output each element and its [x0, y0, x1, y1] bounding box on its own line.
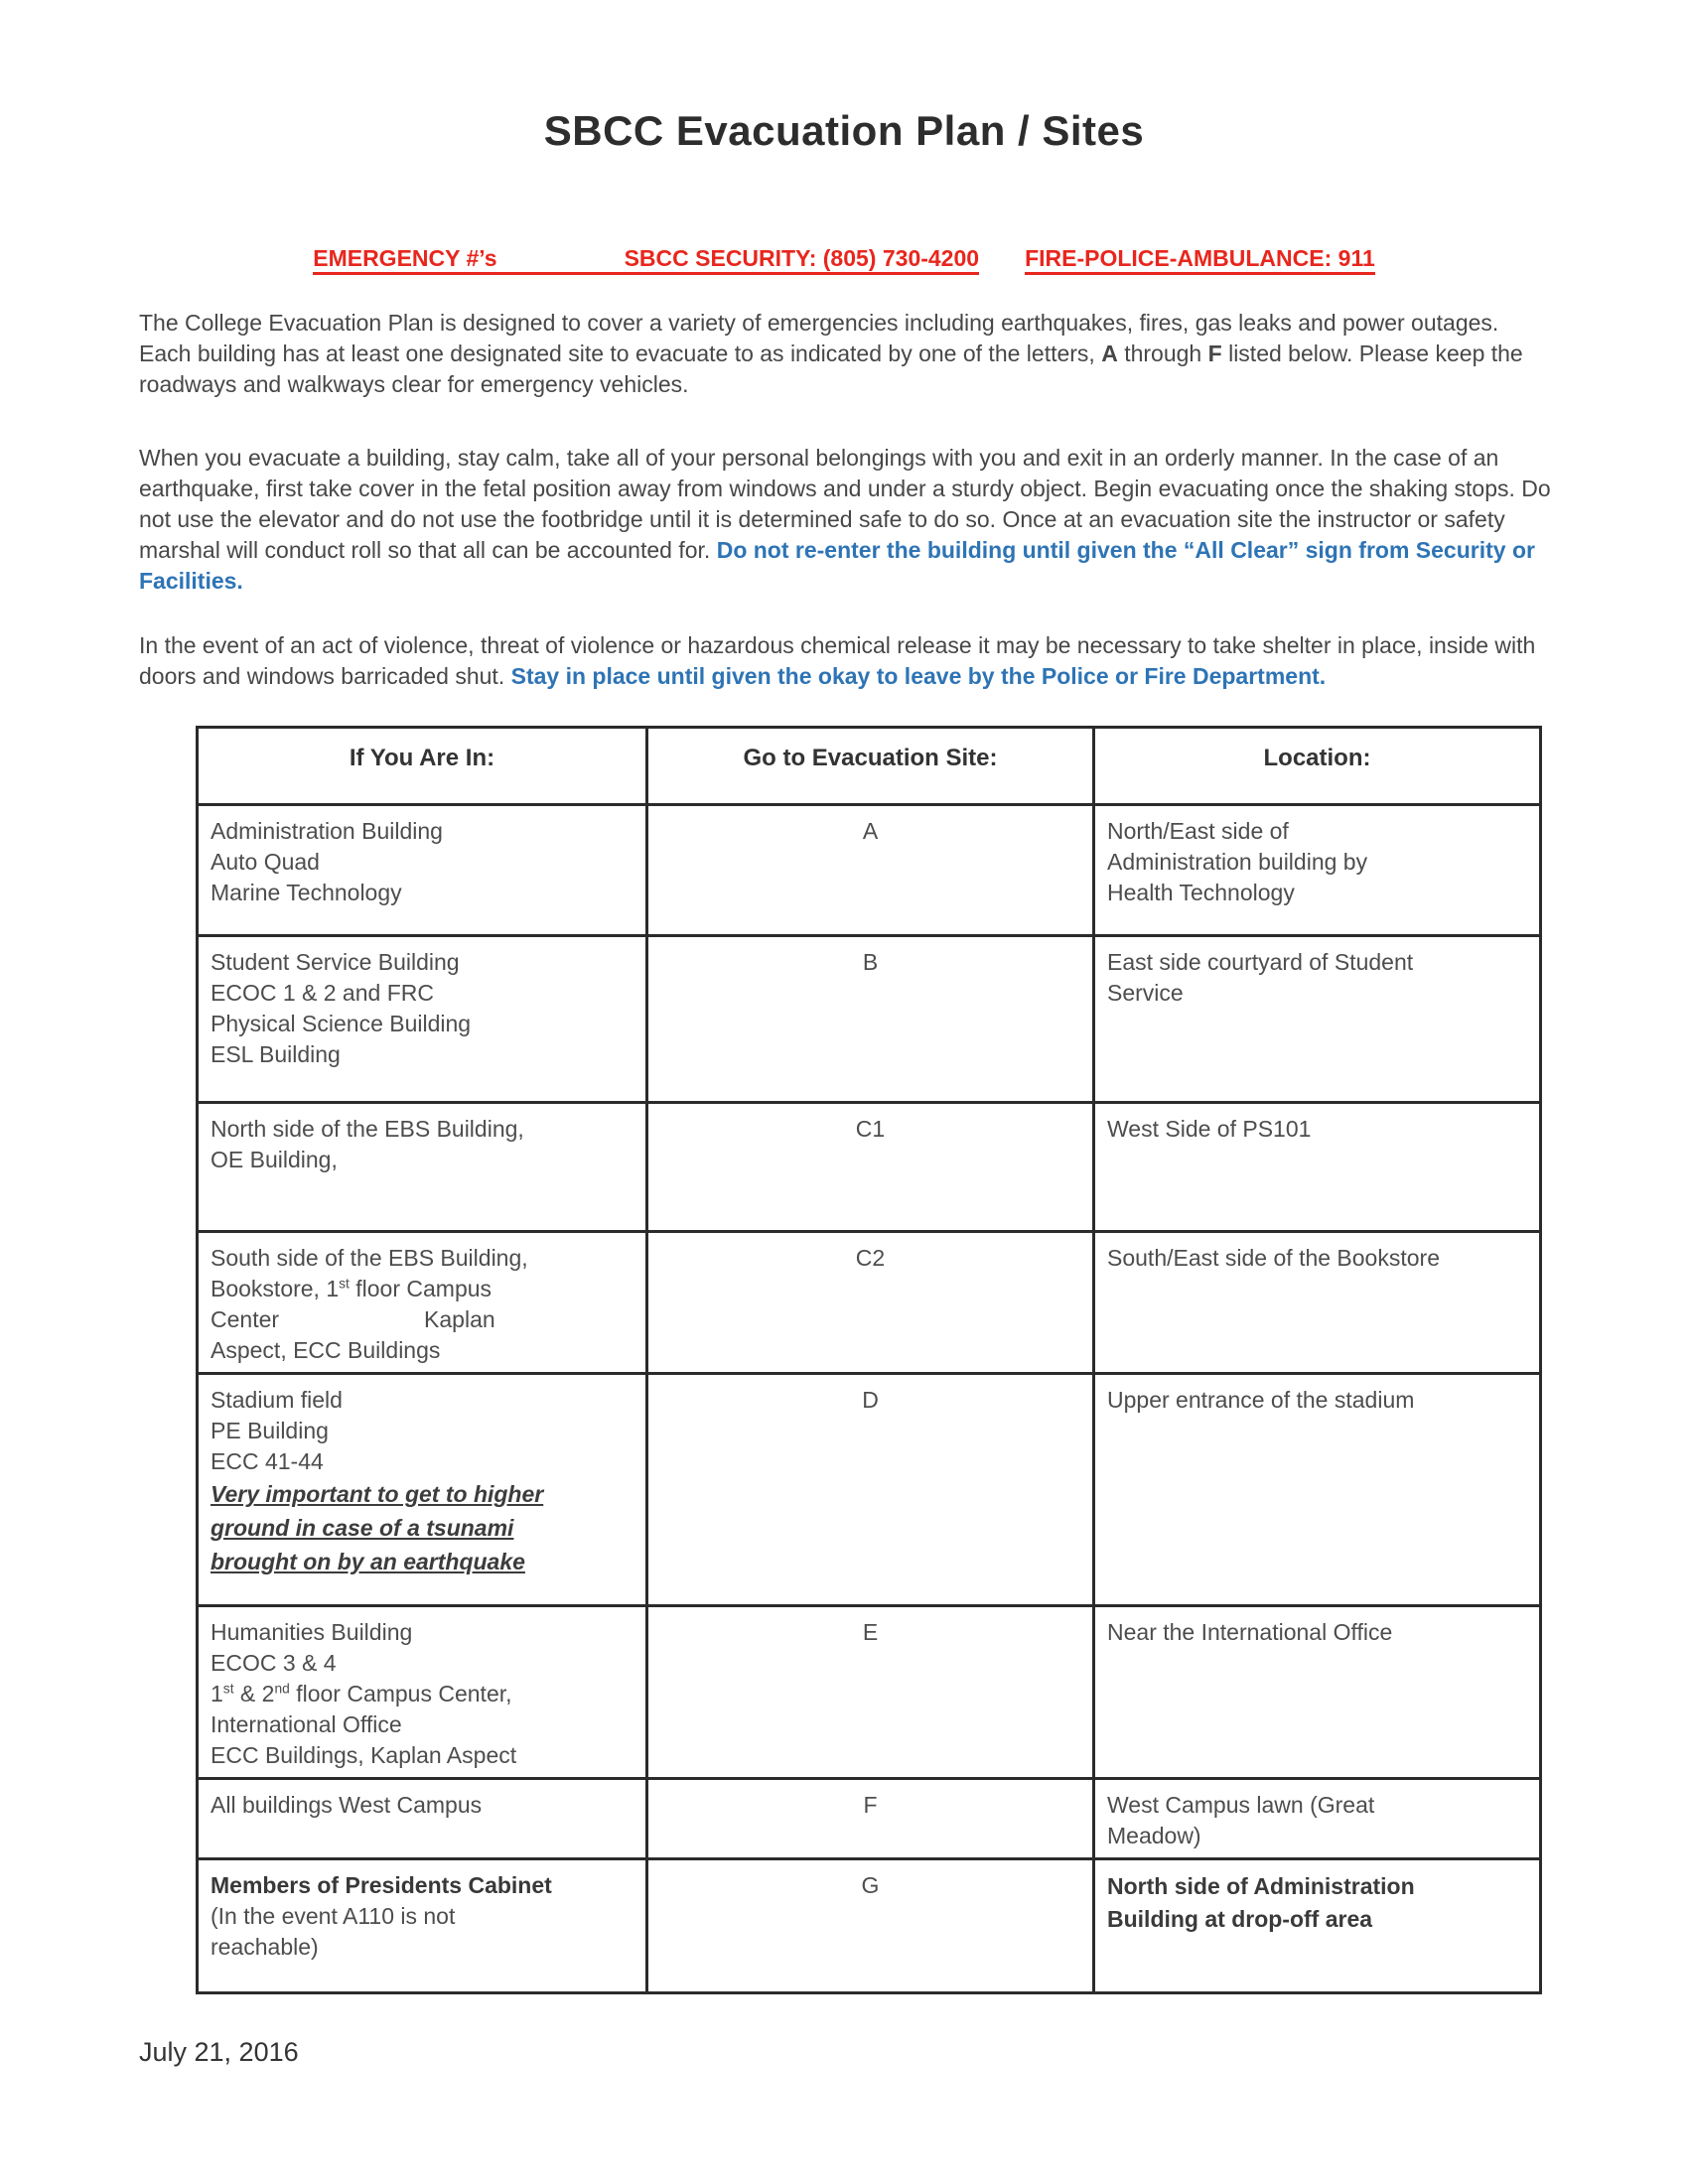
building-line: [211, 1679, 633, 1709]
location-line: Administration building by: [1107, 849, 1368, 875]
table-row-site-c2: [198, 1232, 1541, 1374]
evacuation-text: When you evacuate a building, stay calm, take all of your personal belongings with you and exit in an orderly manner. In the case of an earthquake, first take cover in the fetal position away from windows and under a sturdy object. Begin evacuating once the shaking stops. Do not use the elevator and do not use the footbridge until it is determined safe to do so. Once at an evacuation site the instructor or safety marshal will conduct roll so that all can be accounted for.: [139, 445, 1551, 563]
buildings-cell: [198, 1779, 647, 1859]
text-segment: Kaplan: [424, 1306, 495, 1332]
building-line: Aspect, ECC Buildings: [211, 1337, 441, 1363]
building-line: Stadium field: [211, 1387, 343, 1413]
location-line: West Side of PS101: [1107, 1116, 1312, 1142]
location-cell: [1094, 1779, 1541, 1859]
building-line: North side of the EBS Building,: [211, 1116, 524, 1142]
table-row-site-e: [198, 1606, 1541, 1779]
location-line: West Campus lawn (Great: [1107, 1792, 1375, 1818]
warning-line: ground in case of a tsunami: [211, 1515, 514, 1541]
paragraph-intro: [139, 308, 1551, 400]
location-cell: [1094, 1103, 1541, 1232]
paragraph-evacuation: [139, 443, 1551, 597]
tsunami-warning: [211, 1477, 633, 1578]
building-line: All buildings West Campus: [211, 1792, 483, 1818]
location-line: North/East side of: [1107, 818, 1289, 844]
intro-text: The College Evacuation Plan is designed to cover a variety of emergencies including earthquakes, fires, gas leaks and power outages. Each building has at least one designated site to evacuate to as indicated by one of the letters,: [139, 310, 1499, 366]
building-line: ESL Building: [211, 1041, 341, 1067]
letter-f-bold: F: [1207, 341, 1222, 366]
location-line: Near the International Office: [1107, 1619, 1393, 1645]
shelter-text: In the event of an act of violence, threat of violence or hazardous chemical release it may be necessary to take shelter in place, inside with doors and windows barricaded shut.: [139, 632, 1536, 689]
letter-a-bold: A: [1101, 341, 1118, 366]
building-line: South side of the EBS Building,: [211, 1245, 528, 1271]
building-line: PE Building: [211, 1418, 329, 1443]
building-line: [211, 1304, 633, 1335]
table-row-site-b: [198, 936, 1541, 1103]
table-header-row: [198, 728, 1541, 805]
emergency-numbers: [139, 244, 1549, 272]
text-segment: floor Campus Center,: [289, 1681, 512, 1706]
building-line: ECOC 3 & 4: [211, 1650, 337, 1676]
paragraph-shelter: [139, 630, 1551, 692]
site-letter-b: B: [647, 936, 1094, 1103]
location-line: Building at drop-off area: [1107, 1906, 1373, 1932]
emergency-label: EMERGENCY #’s: [313, 245, 497, 271]
building-line: OE Building,: [211, 1147, 338, 1172]
buildings-cell: [198, 1232, 647, 1374]
text-segment: & 2: [233, 1681, 275, 1706]
page-title: SBCC Evacuation Plan / Sites: [543, 107, 1145, 154]
table-row-site-d: [198, 1374, 1541, 1606]
location-lines: [1107, 1870, 1527, 1936]
all-clear-warning: Do not re-enter the building until given the “All Clear” sign from Security or Facilities.: [139, 537, 1535, 594]
emergency-security-group: [313, 245, 979, 275]
location-cell: [1094, 1374, 1541, 1606]
building-line: Administration Building: [211, 818, 443, 844]
evacuation-table: [196, 726, 1542, 1994]
location-line: Meadow): [1107, 1823, 1201, 1848]
table-row-site-a: [198, 805, 1541, 936]
site-letter-c1: C1: [647, 1103, 1094, 1232]
building-line: International Office: [211, 1711, 402, 1737]
site-letter-f: F: [647, 1779, 1094, 1859]
building-line: Auto Quad: [211, 849, 320, 875]
ordinal-superscript: st: [222, 1681, 234, 1697]
building-line: [211, 1274, 633, 1304]
footer-date: July 21, 2016: [139, 2037, 299, 2067]
buildings-cell: [198, 936, 647, 1103]
location-cell: [1094, 1232, 1541, 1374]
location-line: North side of Administration: [1107, 1873, 1415, 1899]
intro-text-mid: through: [1117, 341, 1208, 366]
presidents-cabinet-line: Members of Presidents Cabinet: [211, 1872, 552, 1898]
building-line: Physical Science Building: [211, 1011, 472, 1036]
site-letter-c2: C2: [647, 1232, 1094, 1374]
security-phone: SBCC SECURITY: (805) 730-4200: [624, 245, 980, 271]
site-letter-d: D: [647, 1374, 1094, 1606]
buildings-cell: [198, 1374, 647, 1606]
location-line: Health Technology: [1107, 880, 1295, 905]
buildings-cell: [198, 1606, 647, 1779]
location-line: South/East side of the Bookstore: [1107, 1245, 1440, 1271]
site-letter-g: G: [647, 1859, 1094, 1993]
text-segment: Bookstore, 1: [211, 1276, 340, 1301]
text-segment: Center: [211, 1306, 280, 1332]
text-segment: floor Campus: [349, 1276, 492, 1301]
location-line: Upper entrance of the stadium: [1107, 1387, 1415, 1413]
building-line: ECC 41-44: [211, 1448, 324, 1474]
warning-line: Very important to get to higher: [211, 1481, 544, 1507]
buildings-cell: [198, 1859, 647, 1993]
location-cell: [1094, 1606, 1541, 1779]
building-line: reachable): [211, 1934, 319, 1960]
building-line: Student Service Building: [211, 949, 460, 975]
ordinal-superscript: nd: [274, 1681, 290, 1697]
intro-text-end: listed below. Please keep the roadways and walkways clear for emergency vehicles.: [139, 341, 1523, 397]
buildings-cell: [198, 805, 647, 936]
building-line: (In the event A110 is not: [211, 1903, 456, 1929]
location-cell: [1094, 1859, 1541, 1993]
site-letter-e: E: [647, 1606, 1094, 1779]
table-row-site-f: [198, 1779, 1541, 1859]
building-line: Marine Technology: [211, 880, 402, 905]
table-row-site-c1: [198, 1103, 1541, 1232]
column-header-evacuation-site: Go to Evacuation Site:: [647, 728, 1094, 805]
column-header-if-you-are-in: If You Are In:: [198, 728, 647, 805]
stay-in-place-warning: Stay in place until given the okay to leave by the Police or Fire Department.: [510, 663, 1327, 689]
building-line: Humanities Building: [211, 1619, 413, 1645]
location-cell: [1094, 936, 1541, 1103]
buildings-cell: [198, 1103, 647, 1232]
ordinal-superscript: st: [339, 1276, 350, 1292]
building-line: ECC Buildings, Kaplan Aspect: [211, 1742, 517, 1768]
site-letter-a: A: [647, 805, 1094, 936]
warning-line: brought on by an earthquake: [211, 1549, 525, 1574]
table-row-site-g: [198, 1859, 1541, 1993]
building-line: ECOC 1 & 2 and FRC: [211, 980, 434, 1006]
location-cell: [1094, 805, 1541, 936]
column-header-location: Location:: [1094, 728, 1541, 805]
location-line: East side courtyard of Student: [1107, 949, 1414, 975]
text-segment: 1: [211, 1681, 223, 1706]
fire-police-ambulance: FIRE-POLICE-AMBULANCE: 911: [1025, 245, 1375, 275]
location-line: Service: [1107, 980, 1184, 1006]
